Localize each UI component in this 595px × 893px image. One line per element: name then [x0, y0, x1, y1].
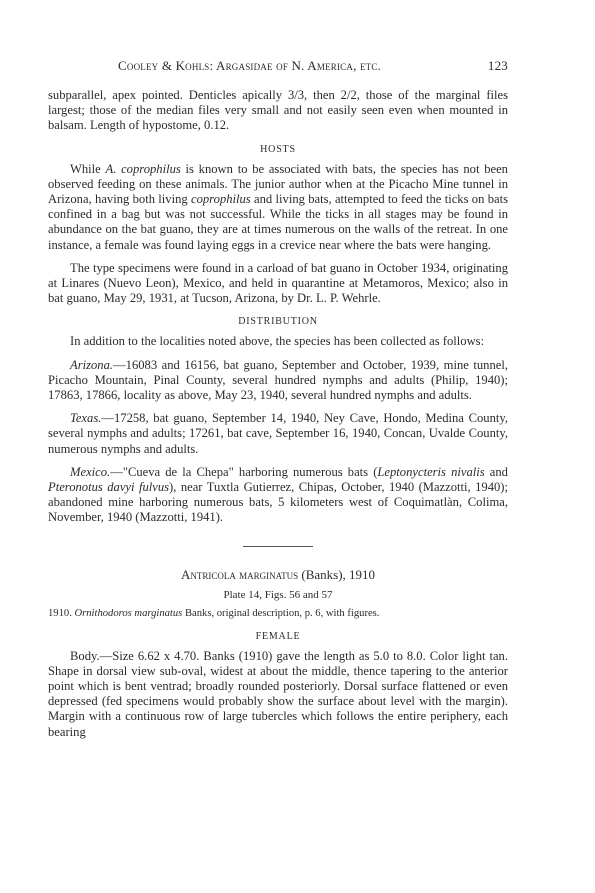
hosts-paragraph-1: While A. coprophilus is known to be associated with bats, the species has not been observed feeding on these animals. The junior author when at the Picacho Mine tunnel in Arizona, having both living coprophilus and living bats, attempted to feed the ticks on bats confined in a bag but was not successful. While the ticks in all stages may be found in abundance on the bat guano, they are at times numerous on the walls of the retreat. In one instance, a female was found laying eggs in a crevice near where the bats were hanging. [48, 161, 508, 252]
running-title: Cooley & Kohls: Argasidae of N. America, etc. [118, 58, 382, 73]
distribution-heading: DISTRIBUTION [238, 316, 318, 328]
species-heading: Antricola marginatus (Banks), 1910 [180, 566, 376, 582]
locality-label: Arizona. [70, 357, 114, 372]
locality-label: Texas. [70, 411, 102, 426]
hosts-paragraph-2: The type specimens were found in a carload of bat guano in October 1934, originating at Linares (Nuevo Leon), Mexico, and held in quarantine at Metamoros, Mexico; also in bat guano, May 29, 1931, at Tucson, Arizona, by Dr. L. P. Wehrle. [48, 260, 508, 306]
species-name: A. coprophilus [105, 161, 181, 176]
distribution-intro: In addition to the localities noted above, the species has been collected as follows: [70, 334, 485, 349]
female-body-paragraph: Body.—Size 6.62 x 4.70. Banks (1910) gave the length as 5.0 to 8.0. Color light tan. Shape in dorsal view sub-oval, widest at about the middle, thence tapering to the anterior point which is bent ventrad; broadly rounded posteriorly. Dorsal surface flattened or even depressed (fed specimens would probably show the surface about level with the margin). Margin with a continuous row of large tubercles which follows the entire periphery, each bearing [48, 648, 508, 739]
species-name: coprophilus [191, 192, 251, 207]
page-body [48, 88, 508, 740]
running-head [48, 58, 508, 78]
synonymy-reference: 1910. Ornithodoros marginatus Banks, original description, p. 6, with figures. [48, 607, 380, 619]
female-heading: FEMALE [255, 630, 301, 642]
page-number: 123 [487, 58, 508, 73]
plate-reference: Plate 14, Figs. 56 and 57 [223, 588, 333, 601]
distribution-texas: Texas.—17258, bat guano, September 14, 1940, Ney Cave, Hondo, Medina County, several nymphs and adults; 17261, bat cave, September 16, 1940, Concan, Uvalde County, numerous nymphs and adults. [48, 411, 508, 456]
distribution-mexico: Mexico.—"Cueva de la Chepa" harboring numerous bats (Leptonycteris nivalis and Pteronotus davyi fulvus), near Tuxtla Gutierrez, Chipas, October, 1940 (Mazzotti, 1940); abandoned mine harboring numerous bats, 5 kilometers west of Coquimatlàn, Colima, November, 1940 (Mazzotti, 1941). [48, 464, 508, 525]
section-divider [243, 546, 313, 547]
intro-paragraph: subparallel, apex pointed. Denticles apically 3/3, then 2/2, those of the marginal files largest; those of the median files very small and not easily seen even when mounted in balsam. Length of hypostome, 0.12. [48, 88, 508, 133]
hosts-heading: HOSTS [260, 143, 296, 155]
locality-label: Mexico. [70, 464, 111, 479]
distribution-arizona: Arizona.—16083 and 16156, bat guano, September and October, 1939, mine tunnel, Picacho Mountain, Pinal County, several hundred nymphs and adults (Philip, 1940); 17863, 17866, locality as above, May 23, 1940, several hundred nymphs and adults. [48, 357, 508, 403]
